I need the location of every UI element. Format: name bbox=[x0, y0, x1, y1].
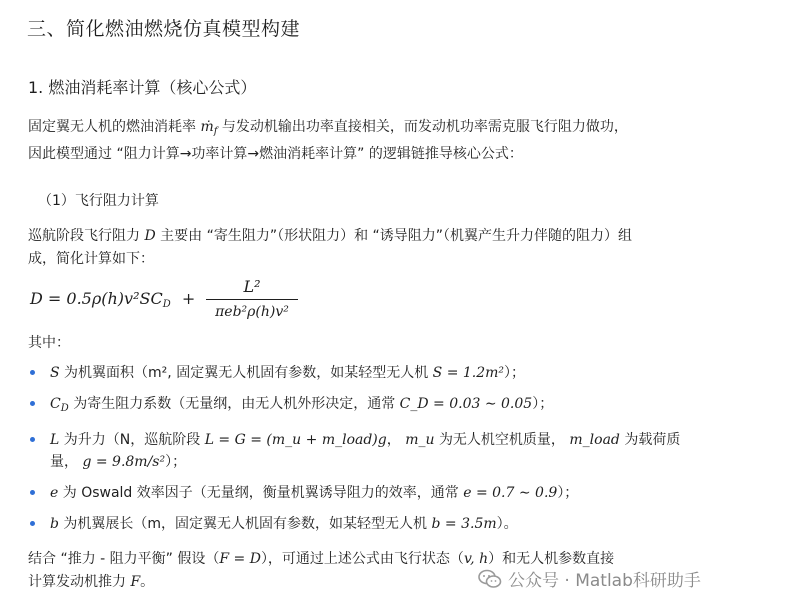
drag-line-2: 成，简化计算如下： bbox=[28, 251, 154, 267]
parameter-list bbox=[28, 362, 748, 544]
watermark-text: 公众号 · Matlab科研助手 bbox=[508, 571, 701, 591]
conclusion-line-1: 结合 “推力 - 阻力平衡” 假设（F = D），可通过上述公式由飞行状态（v, h）和无人机参数直接 bbox=[28, 551, 615, 567]
formula-lhs: $D = 0.5\rho(h)v^2SC_D$ + bbox=[30, 289, 196, 310]
list-item: $C_D$ 为寄生阻力系数（无量纲，由无人机外形决定，通常 C_D = 0.03 ∼ 0.05）； bbox=[28, 393, 748, 420]
bullet-dot bbox=[30, 401, 35, 406]
bullet-dot bbox=[30, 370, 35, 375]
watermark bbox=[478, 566, 701, 591]
list-item: e 为 Oswald 效率因子（无量纲，衡量机翼诱导阻力的效率，通常 e = 0.7 ∼ 0.9）； bbox=[28, 482, 748, 504]
list-item: S 为机翼面积（m², 固定翼无人机固有参数，如某轻型无人机 S = 1.2m²）； bbox=[28, 362, 748, 384]
list-item: b 为机翼展长（m，固定翼无人机固有参数，如某轻型无人机 b = 3.5m）。 bbox=[28, 513, 748, 535]
fuel-rate-symbol: ṁ$_f$ bbox=[200, 119, 218, 137]
drag-formula bbox=[30, 276, 330, 324]
bullet-dot bbox=[30, 490, 35, 495]
conclusion-line-2: 计算发动机推力 F。 bbox=[28, 574, 155, 590]
section-title: 三、简化燃油燃烧仿真模型构建 bbox=[27, 18, 301, 40]
subsection-title: 1. 燃油消耗率计算（核心公式） bbox=[28, 78, 257, 97]
intro-paragraph bbox=[28, 116, 768, 166]
intro-line-1: 固定翼无人机的燃油消耗率 ṁ$_f$ 与发动机输出功率直接相关，而发动机功率需克服飞行阻力做功， bbox=[28, 119, 628, 137]
formula-numerator: L² bbox=[243, 277, 261, 296]
fraction-bar bbox=[206, 299, 298, 300]
drag-paragraph bbox=[28, 225, 768, 271]
wechat-icon bbox=[478, 569, 502, 589]
intro-line-2: 因此模型通过 “阻力计算→功率计算→燃油消耗率计算” 的逻辑链推导核心公式： bbox=[28, 146, 523, 162]
bullet-dot bbox=[30, 437, 35, 442]
formula-fraction bbox=[206, 276, 298, 323]
drag-line-1: 巡航阶段飞行阻力 D 主要由 “寄生阻力”（形状阻力）和 “诱导阻力”（机翼产生升力伴随的阻力）组 bbox=[28, 228, 633, 244]
step-title: （1）飞行阻力计算 bbox=[38, 193, 159, 209]
bullet-dot bbox=[30, 521, 35, 526]
where-label: 其中： bbox=[28, 335, 70, 351]
list-item: L 为升力（N，巡航阶段 L = G = (m_u + m_load)g， m_u 为无人机空机质量， m_load 为载荷质 量， g = 9.8m/s²）； bbox=[28, 429, 748, 473]
formula-denominator: πeb²ρ(h)v² bbox=[215, 304, 289, 320]
